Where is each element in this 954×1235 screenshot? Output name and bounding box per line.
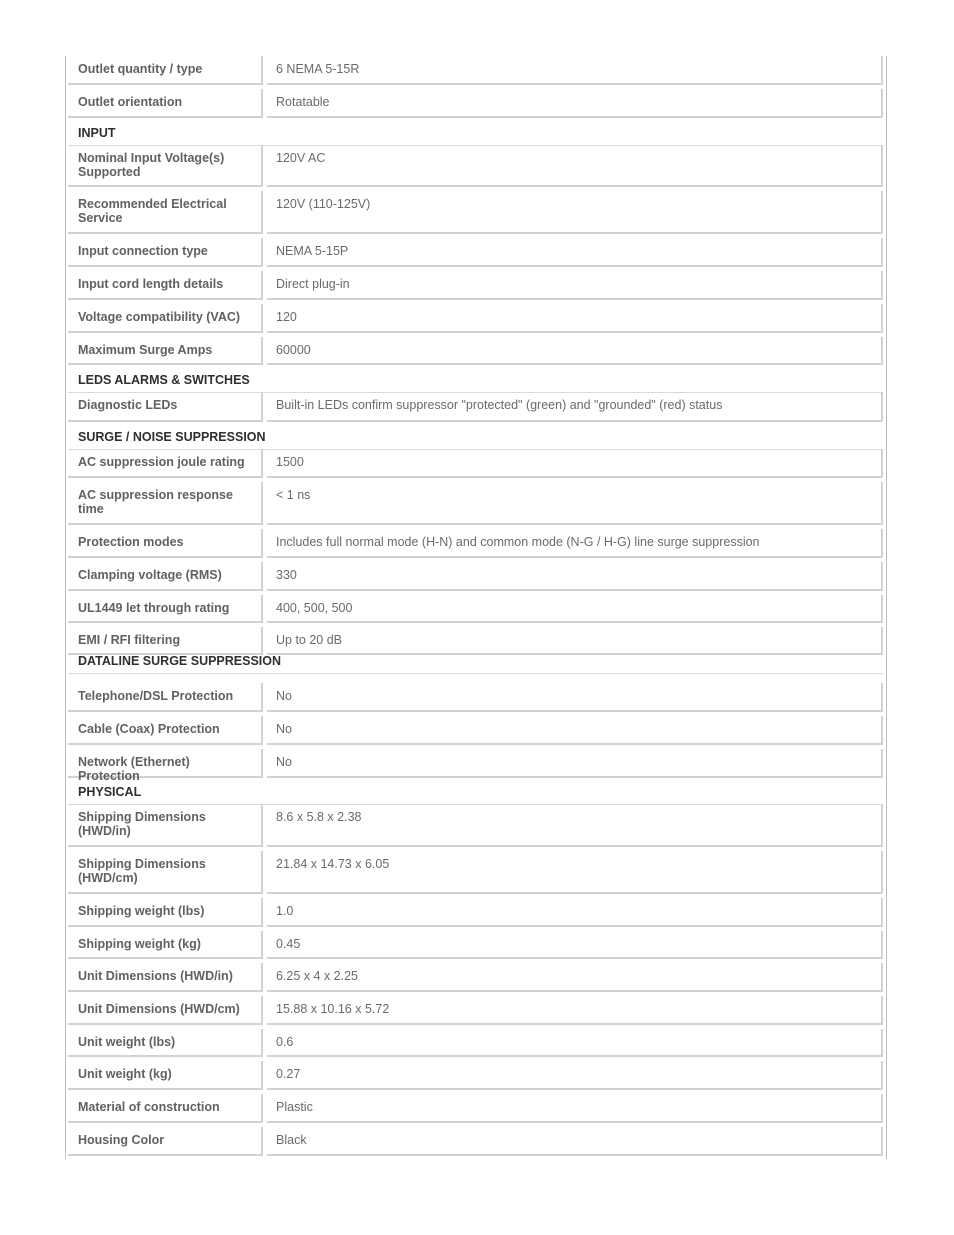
spec-value: 0.45 (267, 931, 883, 959)
spec-label: Input cord length details (68, 271, 263, 300)
spec-row-shipping-dimensions-hwd-in (68, 804, 883, 847)
spec-label: Recommended Electrical Service (68, 191, 263, 234)
spec-label: Network (Ethernet) Protection (68, 749, 263, 778)
spec-label: Protection modes (68, 529, 263, 558)
spec-label: Voltage compatibility (VAC) (68, 304, 263, 333)
spec-label: Outlet quantity / type (68, 56, 263, 85)
spec-label: Input connection type (68, 238, 263, 267)
spec-row-outlet-quantity-type (68, 56, 883, 85)
spec-label: AC suppression joule rating (68, 449, 263, 478)
spec-label: Shipping Dimensions (HWD/cm) (68, 851, 263, 894)
spec-label: Clamping voltage (RMS) (68, 562, 263, 591)
spec-row-telephone-dsl-protection (68, 683, 883, 712)
section-header-leds-alarms-switches: LEDS ALARMS & SWITCHES (68, 369, 883, 393)
spec-label: Cable (Coax) Protection (68, 716, 263, 745)
spec-row-recommended-electrical-service (68, 191, 883, 234)
spec-value: 6 NEMA 5-15R (267, 56, 883, 85)
spec-label: Material of construction (68, 1094, 263, 1123)
spec-value: 1.0 (267, 898, 883, 927)
section-header-surge-noise-suppression: SURGE / NOISE SUPPRESSION (68, 426, 883, 450)
spec-value: No (267, 683, 883, 712)
spec-value: 8.6 x 5.8 x 2.38 (267, 804, 883, 847)
spec-label: Unit Dimensions (HWD/in) (68, 963, 263, 992)
spec-value: 0.27 (267, 1061, 883, 1090)
spec-label: EMI / RFI filtering (68, 627, 263, 655)
spec-value: Black (267, 1127, 883, 1156)
spec-row-ac-suppression-joule-rating (68, 449, 883, 478)
spec-value: 120 (267, 304, 883, 333)
spec-value: Direct plug-in (267, 271, 883, 300)
spec-row-unit-dimensions-hwd-cm (68, 996, 883, 1025)
spec-value: 1500 (267, 449, 883, 478)
spec-value: Rotatable (267, 89, 883, 118)
spec-label: Housing Color (68, 1127, 263, 1156)
spec-value: No (267, 749, 883, 778)
spec-row-voltage-compatibility-vac (68, 304, 883, 333)
spec-row-unit-weight-lbs (68, 1029, 883, 1057)
spec-label: Diagnostic LEDs (68, 392, 263, 422)
spec-row-cable-coax-protection (68, 716, 883, 745)
spec-value: 400, 500, 500 (267, 595, 883, 623)
spec-value: 0.6 (267, 1029, 883, 1057)
spec-row-input-cord-length-details (68, 271, 883, 300)
spec-row-protection-modes (68, 529, 883, 558)
spec-value: < 1 ns (267, 482, 883, 525)
spec-label: Maximum Surge Amps (68, 337, 263, 365)
spec-row-clamping-voltage-rms (68, 562, 883, 591)
spec-label: Nominal Input Voltage(s) Supported (68, 145, 263, 187)
spec-value: 120V (110-125V) (267, 191, 883, 234)
spec-label: Shipping weight (lbs) (68, 898, 263, 927)
spec-value: Includes full normal mode (H-N) and common mode (N-G / H-G) line surge suppression (267, 529, 883, 558)
spec-row-ac-suppression-response-time (68, 482, 883, 525)
spec-row-ul1449-let-through-rating (68, 595, 883, 623)
spec-label: Unit weight (lbs) (68, 1029, 263, 1057)
spec-row-unit-dimensions-hwd-in (68, 963, 883, 992)
section-header-physical: PHYSICAL (68, 781, 883, 805)
spec-row-nominal-input-voltage-s-supported (68, 145, 883, 187)
spec-value: 21.84 x 14.73 x 6.05 (267, 851, 883, 894)
spec-value: Up to 20 dB (267, 627, 883, 655)
spec-label: Shipping weight (kg) (68, 931, 263, 959)
spec-row-diagnostic-leds (68, 392, 883, 422)
spec-label: Unit weight (kg) (68, 1061, 263, 1090)
spec-label: AC suppression response time (68, 482, 263, 525)
spec-row-input-connection-type (68, 238, 883, 267)
spec-value: Plastic (267, 1094, 883, 1123)
spec-label: Outlet orientation (68, 89, 263, 118)
spec-label: Unit Dimensions (HWD/cm) (68, 996, 263, 1025)
spec-value: 6.25 x 4 x 2.25 (267, 963, 883, 992)
spec-row-shipping-dimensions-hwd-cm (68, 851, 883, 894)
section-header-input: INPUT (68, 122, 883, 146)
spec-row-shipping-weight-kg (68, 931, 883, 959)
spec-row-network-ethernet-protection (68, 749, 883, 783)
spec-value: Built-in LEDs confirm suppressor "protected" (green) and "grounded" (red) status (267, 392, 883, 422)
spec-label: Shipping Dimensions (HWD/in) (68, 804, 263, 847)
spec-row-maximum-surge-amps (68, 337, 883, 365)
section-header-dataline-surge-suppression: DATALINE SURGE SUPPRESSION (68, 650, 883, 674)
spec-value: 120V AC (267, 145, 883, 187)
spec-row-outlet-orientation (68, 89, 883, 118)
spec-row-housing-color (68, 1127, 883, 1156)
spec-value: 60000 (267, 337, 883, 365)
spec-value: 330 (267, 562, 883, 591)
spec-value: NEMA 5-15P (267, 238, 883, 267)
spec-row-material-of-construction (68, 1094, 883, 1123)
spec-row-shipping-weight-lbs (68, 898, 883, 927)
spec-label: Telephone/DSL Protection (68, 683, 263, 712)
spec-row-unit-weight-kg (68, 1061, 883, 1090)
spec-value: 15.88 x 10.16 x 5.72 (267, 996, 883, 1025)
spec-label: UL1449 let through rating (68, 595, 263, 623)
spec-value: No (267, 716, 883, 745)
